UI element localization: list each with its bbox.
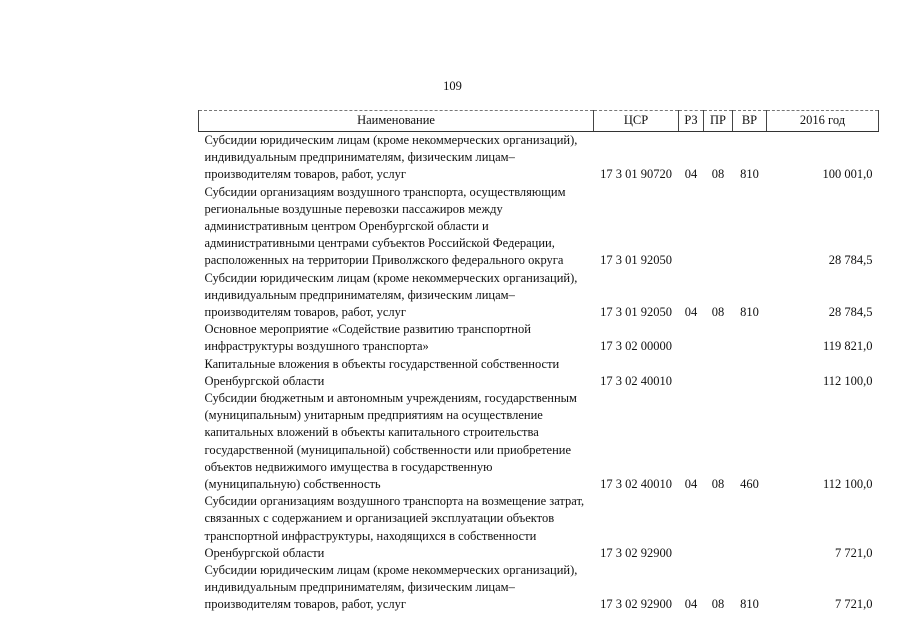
row-csr: 17 3 01 92050 [600,305,672,320]
row-sum: 28 784,5 [828,305,873,320]
row-rz: 04 [684,597,698,612]
row-pr [704,321,733,355]
row-vr: 810 [740,167,759,182]
row-name: Субсидии организациям воздушного транспорта, осуществляющим региональные воздушные перевозки пассажиров между административным центром Оренбургской области и административными центрами субъектов Российской Федерации, расположенных на территории Приволжского федерального округа [204,184,566,268]
row-pr: 08 [711,167,725,182]
table-row [199,356,879,390]
row-vr: 810 [740,597,759,612]
header-csr: ЦСР [594,111,679,132]
row-name: Основное мероприятие «Содействие развитию транспортной инфраструктуры воздушного транспорта» [204,322,531,354]
table-row [199,184,879,270]
row-rz: 04 [684,477,698,492]
row-pr: 08 [711,597,725,612]
row-name: Субсидии юридическим лицам (кроме некоммерческих организаций), индивидуальным предпринимателям, физическим лицам–производителям товаров, работ, услуг [204,563,578,612]
table-header-row [199,111,879,132]
row-csr: 17 3 02 40010 [600,477,672,492]
row-name: Субсидии юридическим лицам (кроме некоммерческих организаций), индивидуальным предпринимателям, физическим лицам–производителям товаров, работ, услуг [204,270,578,320]
row-sum: 28 784,5 [828,253,873,268]
table-row [199,493,879,562]
row-rz: 04 [684,167,698,182]
row-csr: 17 3 02 00000 [600,339,672,354]
row-pr [704,493,733,562]
row-sum: 119 821,0 [822,339,873,354]
row-pr: 08 [711,305,725,320]
row-name: Субсидии бюджетным и автономным учреждениям, государственным (муниципальным) унитарным предприятиям на осуществление капитальных вложений в объекты капитального строительства государственной (муниципальной) собственности или приобретение объектов недвижимого имущества в государственную (муниципальную) собственность [204,391,577,492]
row-rz [679,321,704,355]
row-pr [704,184,733,270]
budget-table [198,110,879,614]
row-vr [733,356,767,390]
row-sum: 112 100,0 [822,477,873,492]
row-csr: 17 3 02 40010 [600,373,672,388]
table-row [199,321,879,355]
header-pr: ПР [704,111,733,132]
row-rz [679,493,704,562]
row-sum: 100 001,0 [822,167,873,182]
row-csr: 17 3 02 92900 [600,545,672,560]
table-row [199,132,879,184]
table-row [199,390,879,493]
row-pr: 08 [711,477,725,492]
row-csr: 17 3 01 92050 [600,253,672,268]
row-sum: 112 100,0 [822,373,873,388]
header-sum: 2016 год [767,111,879,132]
row-sum: 7 721,0 [835,597,873,612]
page-number: 109 [443,79,462,93]
table-row [199,270,879,322]
row-sum: 7 721,0 [835,545,873,560]
row-csr: 17 3 02 92900 [600,597,672,612]
row-name: Капитальные вложения в объекты государственной собственности Оренбургской области [204,356,560,388]
row-vr [733,184,767,270]
row-name: Субсидии юридическим лицам (кроме некоммерческих организаций), индивидуальным предпринимателям, физическим лицам–производителям товаров, работ, услуг [204,133,578,182]
row-vr: 460 [740,477,759,492]
row-name: Субсидии организациям воздушного транспорта на возмещение затрат, связанных с содержанием и организацией эксплуатации объектов транспортной инфраструктуры, находящихся в собственности Оренбургской области [204,494,585,560]
row-vr: 810 [740,305,759,320]
row-rz [679,356,704,390]
row-rz: 04 [684,305,698,320]
row-vr [733,321,767,355]
row-csr: 17 3 01 90720 [600,167,672,182]
header-rz: РЗ [679,111,704,132]
header-vr: ВР [733,111,767,132]
row-vr [733,493,767,562]
row-pr [704,356,733,390]
header-name: Наименование [199,111,594,132]
table-row [199,562,879,614]
row-rz [679,184,704,270]
